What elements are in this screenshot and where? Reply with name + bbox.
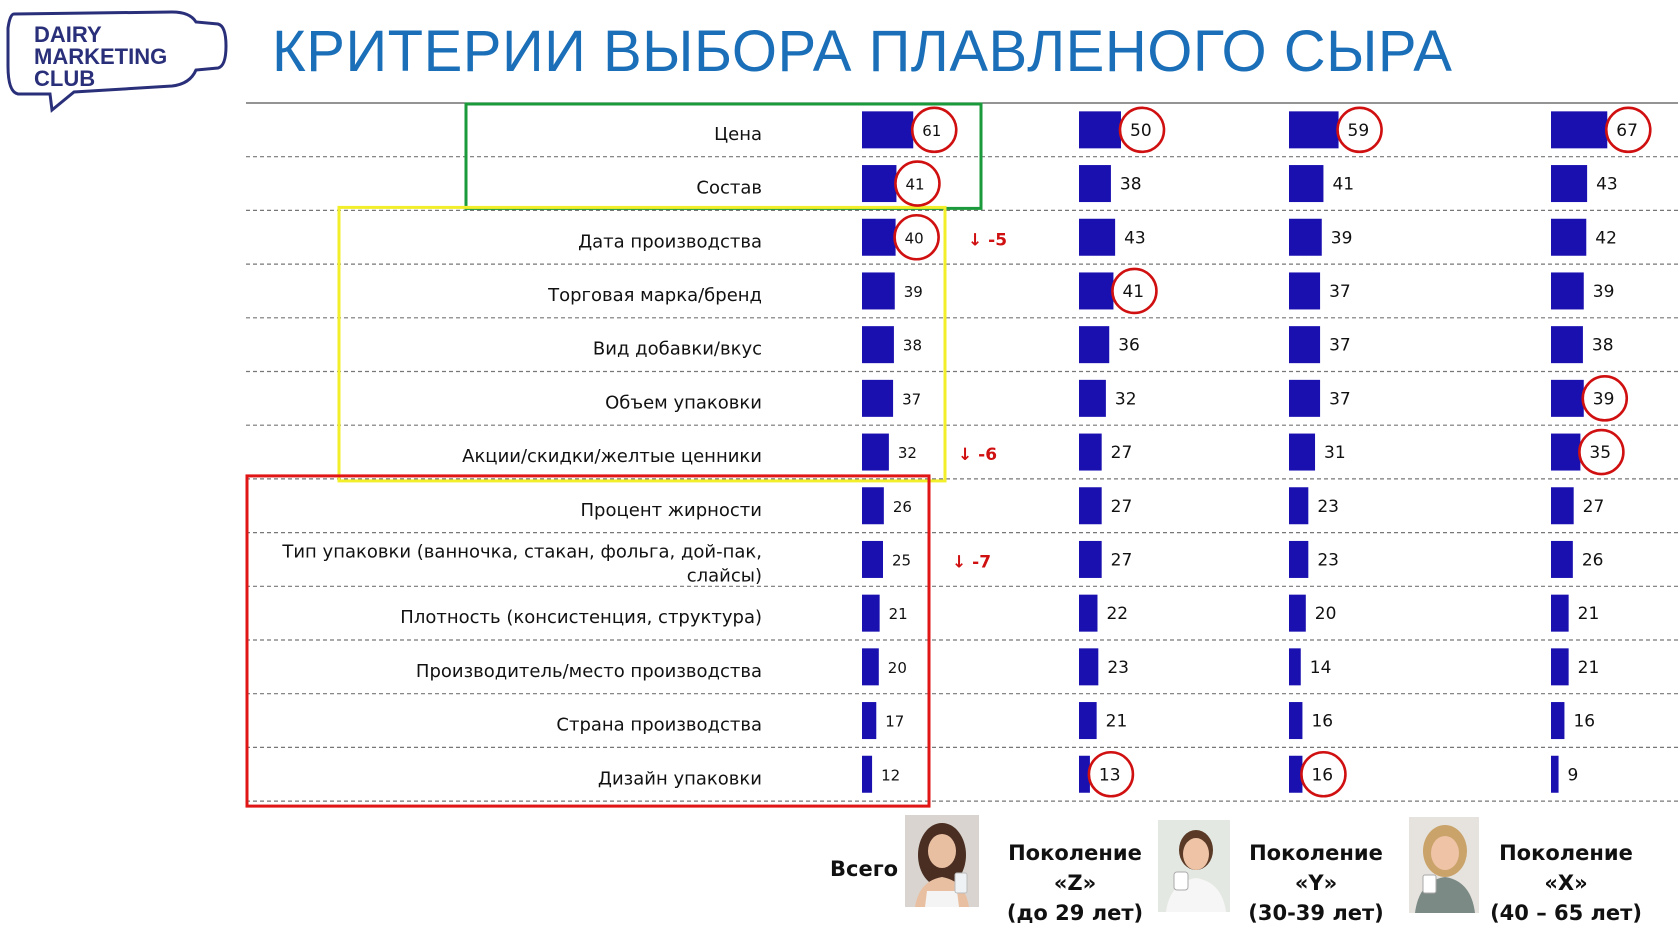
bar	[1551, 595, 1569, 632]
bar-value-label: 39	[1592, 389, 1615, 410]
portrait-gen-x-icon	[1409, 817, 1479, 913]
legend-total: Всего	[830, 857, 899, 881]
bar-value-label: 42	[1595, 228, 1617, 249]
category-label: Тип упаковки (ванночка, стакан, фольга, дой-пак, слайсы)	[282, 541, 762, 587]
bar-value-label: 32	[1114, 389, 1137, 410]
category-label: Процент жирности	[580, 499, 762, 521]
legend-gen-x	[1476, 838, 1656, 928]
bar-value-label: 17	[885, 712, 905, 731]
category-label: Состав	[696, 177, 762, 199]
bar	[862, 487, 884, 524]
bar	[862, 111, 913, 148]
bar	[1289, 272, 1320, 309]
category-label: Дизайн упаковки	[597, 768, 762, 790]
bar	[1289, 702, 1302, 739]
bar-value-label: 16	[1311, 711, 1334, 732]
bar-value-label: 38	[1119, 174, 1142, 195]
bar-value-label: 61	[922, 121, 942, 140]
bar	[1551, 165, 1587, 202]
bar	[862, 380, 893, 417]
bar-value-label: 39	[1592, 281, 1615, 302]
legend-gen-z-line2: (до 29 лет)	[1006, 901, 1144, 925]
bar-value-label: 27	[1582, 496, 1605, 517]
category-label: Цена	[714, 123, 762, 145]
bar	[1289, 487, 1308, 524]
category-label: Торговая марка/бренд	[548, 284, 762, 306]
logo-line2: MARKETING	[34, 44, 168, 69]
bar	[862, 541, 883, 578]
bar-value-label: 32	[897, 444, 917, 463]
bar	[862, 648, 879, 685]
category-label: Дата производства	[578, 231, 762, 253]
bar-value-label: 50	[1130, 120, 1152, 141]
bar	[1289, 541, 1308, 578]
bar-value-label: 21	[1577, 604, 1600, 625]
bar	[1079, 434, 1102, 471]
bar-value-label: 13	[1098, 765, 1121, 786]
bar-value-label: 21	[1577, 657, 1600, 678]
page-title: КРИТЕРИИ ВЫБОРА ПЛАВЛЕНОГО СЫРА	[272, 19, 1453, 84]
bar	[862, 219, 896, 256]
bar	[1551, 756, 1559, 793]
bar-value-label: 31	[1324, 443, 1346, 464]
legend-gen-z-line1: Поколение «Z»	[1008, 841, 1142, 895]
bar-value-label: 27	[1110, 443, 1133, 464]
bar-value-label: 21	[888, 605, 908, 624]
bar-value-label: 22	[1106, 604, 1129, 625]
bar	[1551, 111, 1607, 148]
legend-gen-x-line2: (40 – 65 лет)	[1490, 901, 1642, 925]
bar	[1289, 595, 1306, 632]
category-label: Акции/скидки/желтые ценники	[462, 446, 762, 468]
bar	[1289, 380, 1320, 417]
bar-value-label: 43	[1124, 228, 1146, 249]
bar	[1079, 219, 1115, 256]
bar	[1079, 595, 1097, 632]
bar	[1551, 219, 1586, 256]
bar-value-label: 16	[1573, 711, 1596, 732]
portrait-gen-y-icon	[1158, 820, 1230, 912]
bar	[862, 702, 876, 739]
bar	[1079, 541, 1102, 578]
logo-line3: CLUB	[34, 66, 96, 91]
bar-value-label: 39	[903, 282, 923, 301]
bar-value-label: 23	[1107, 657, 1129, 678]
bar	[1551, 648, 1569, 685]
bar-value-label: 41	[905, 175, 925, 194]
bar-value-label: 37	[1329, 335, 1351, 356]
bar	[862, 756, 872, 793]
bar	[1551, 272, 1584, 309]
bar-value-label: 41	[1122, 281, 1145, 302]
bar-value-label: 12	[881, 766, 901, 785]
bar-value-label: 43	[1596, 174, 1618, 195]
bar	[1079, 111, 1121, 148]
bar-value-label: 20	[1314, 604, 1337, 625]
portrait-gen-z-icon	[905, 815, 979, 907]
bar	[1289, 434, 1315, 471]
legend-gen-y-line1: Поколение «Y»	[1249, 841, 1383, 895]
bar-value-label: 37	[902, 390, 922, 409]
bar-value-label: 27	[1110, 550, 1133, 571]
bar-value-label: 27	[1110, 496, 1133, 517]
bar-value-label: 67	[1616, 120, 1638, 141]
bar-value-label: 21	[1105, 711, 1128, 732]
bar-value-label: 37	[1329, 281, 1351, 302]
bar-value-label: 9	[1567, 765, 1579, 786]
bar-value-label: 38	[1591, 335, 1614, 356]
bar-value-label: 37	[1329, 389, 1351, 410]
bar	[1079, 380, 1106, 417]
bar	[1289, 111, 1339, 148]
bar	[1079, 326, 1109, 363]
bar-value-label: 23	[1317, 550, 1339, 571]
category-label: Производитель/место производства	[415, 660, 762, 682]
bar	[862, 165, 896, 202]
bar	[862, 272, 895, 309]
bar-value-label: 40	[904, 229, 924, 248]
change-annotation: ↓ -6	[958, 445, 998, 466]
category-label: Объем упаковки	[605, 392, 762, 414]
legend-gen-z	[985, 838, 1165, 928]
category-label: Вид добавки/вкус	[592, 338, 762, 360]
bar-value-label: 39	[1330, 228, 1353, 249]
bar	[1551, 702, 1564, 739]
bar	[1289, 648, 1301, 685]
bar-value-label: 59	[1347, 120, 1370, 141]
bar-value-label: 41	[1332, 174, 1355, 195]
bar-value-label: 25	[892, 551, 912, 570]
bar	[1079, 648, 1098, 685]
category-label: Плотность (консистенция, структура)	[400, 607, 762, 629]
bar	[862, 595, 880, 632]
bar	[1551, 380, 1584, 417]
bar-value-label: 26	[892, 497, 912, 516]
bar-value-label: 36	[1118, 335, 1140, 356]
legend-gen-y	[1226, 838, 1406, 928]
bar-value-label: 14	[1309, 657, 1332, 678]
bar	[1551, 434, 1580, 471]
bar-value-label: 26	[1581, 550, 1604, 571]
bar	[1079, 272, 1113, 309]
bar	[1079, 702, 1097, 739]
bar	[862, 326, 894, 363]
bar	[862, 434, 889, 471]
highlight-box-red	[247, 476, 929, 806]
bar-value-label: 35	[1589, 443, 1612, 464]
bar-value-label: 38	[902, 336, 923, 355]
bar-value-label: 16	[1311, 765, 1334, 786]
bar	[1079, 487, 1102, 524]
bar	[1551, 541, 1573, 578]
change-annotation: ↓ -5	[968, 230, 1008, 251]
bar	[1289, 219, 1322, 256]
legend-gen-x-line1: Поколение «X»	[1499, 841, 1633, 895]
logo-line1: DAIRY	[34, 22, 102, 47]
category-label: Страна производства	[556, 714, 762, 736]
bar	[1551, 487, 1574, 524]
bar	[1079, 165, 1111, 202]
legend-gen-y-line2: (30-39 лет)	[1248, 901, 1384, 925]
bar-value-label: 20	[887, 658, 907, 677]
change-annotation: ↓ -7	[952, 552, 992, 573]
bar	[1289, 326, 1320, 363]
bar-value-label: 23	[1317, 496, 1339, 517]
bar	[1289, 165, 1323, 202]
bar	[1551, 326, 1583, 363]
